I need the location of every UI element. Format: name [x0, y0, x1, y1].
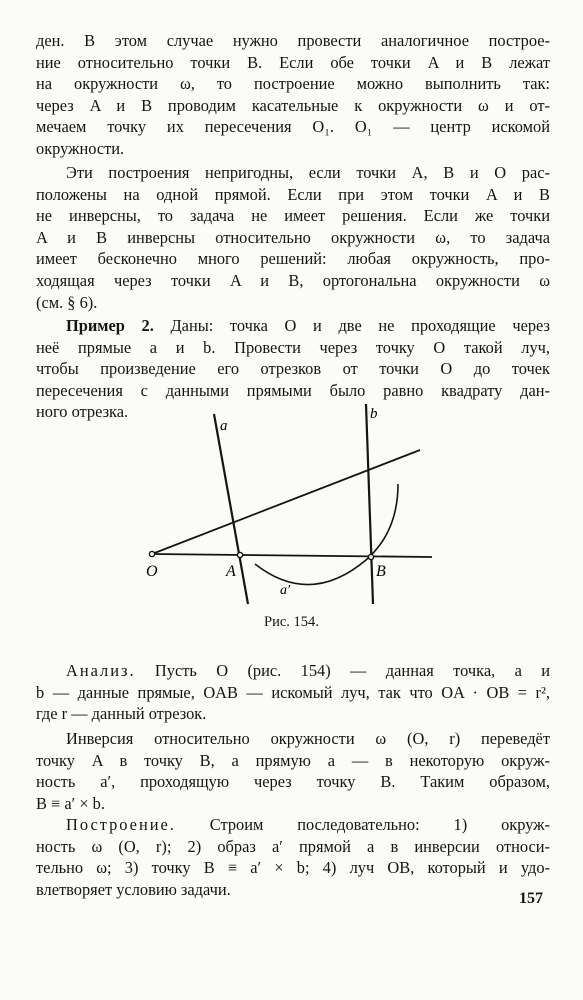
- example-heading: Пример 2.: [66, 316, 154, 335]
- analysis-heading: Анализ.: [66, 661, 136, 680]
- label-B: B: [376, 563, 386, 580]
- line-b: [366, 404, 373, 604]
- label-O: O: [146, 563, 158, 580]
- text-line: ние относительно точки B. Если обе точки A и B лежат: [36, 52, 550, 72]
- text-line: на окружности ω, то построение можно выполнить так:: [36, 74, 550, 94]
- label-b: b: [370, 406, 378, 422]
- text-line: ходящая через точки A и B, ортогональна окружности ω: [36, 270, 550, 290]
- paragraph-continuation: [36, 30, 550, 160]
- text-line: точку A в точку B, а прямую a — в некоторую окруж-: [36, 750, 550, 770]
- text-line: B ≡ a′ × b.: [36, 793, 105, 813]
- paragraph-collinear-case: [36, 162, 550, 313]
- text-line: b — данные прямые, OAB — искомый луч, так что OA · OB = r²,: [36, 682, 550, 702]
- text-fragment: Пусть O (рис. 154) — данная точка, a и: [135, 661, 550, 680]
- text-line: Эти построения непригодны, если точки A, B и O рас-: [66, 163, 550, 182]
- text-line: чтобы произведение его отрезков от точки O до точек: [36, 359, 550, 379]
- text-line: где r — данный отрезок.: [36, 704, 207, 724]
- paragraph-analysis: [36, 660, 550, 725]
- construction-heading: Построение.: [66, 815, 176, 834]
- text-line: мечаем точку их пересечения O₁. O₁ — центр искомой: [36, 117, 550, 137]
- paragraph-construction: [36, 814, 550, 900]
- page-number: 157: [519, 890, 543, 907]
- label-A: A: [226, 563, 236, 580]
- text-line: неё прямые a и b. Провести через точку O такой луч,: [36, 337, 550, 357]
- text-line: [36, 660, 550, 682]
- point-O: [149, 551, 154, 556]
- text-line: влетворяет условию задачи.: [36, 879, 231, 899]
- label-a-prime: a′: [280, 583, 291, 598]
- text-fragment: Строим последовательно: 1) окруж-: [175, 815, 550, 834]
- text-line: ность a′, проходящую через точку B. Таким образом,: [36, 772, 550, 792]
- text-line: A и B инверсны относительно окружности ω, то задача: [36, 227, 550, 247]
- text-line: не инверсны, то задача не имеет решения. Если же точки: [36, 206, 550, 226]
- text-line: ного отрезка.: [36, 402, 129, 422]
- text-line: имеет бесконечно много решений: любая окружность, про-: [36, 249, 550, 269]
- text-line: ден. В этом случае нужно провести аналогичное построе-: [36, 31, 550, 50]
- text-line: ность ω (O, r); 2) образ a′ прямой a в инверсии относи-: [36, 836, 550, 856]
- text-line: Инверсия относительно окружности ω (O, r) переведёт: [66, 729, 550, 748]
- text-line: [36, 814, 550, 836]
- text-line: [36, 315, 550, 337]
- text-line: положены на одной прямой. Если при этом точки A и B: [36, 184, 550, 204]
- text-line: тельно ω; 3) точку B ≡ a′ × b; 4) луч OB, который и удо-: [36, 858, 550, 878]
- text-line: через A и B проводим касательные к окружности ω и от-: [36, 95, 550, 115]
- paragraph-inversion: [36, 728, 550, 814]
- text-line: окружности.: [36, 138, 125, 158]
- point-A: [237, 552, 242, 557]
- text-line: (см. § 6).: [36, 292, 98, 312]
- ray-OAB: [152, 554, 432, 557]
- point-B: [368, 554, 373, 559]
- text-line: пересечения с данными прямыми было равно квадрату дан-: [36, 380, 550, 400]
- text-fragment: Даны: точка O и две не проходящие через: [153, 316, 550, 335]
- label-a: a: [220, 418, 228, 434]
- figure-154-diagram: [130, 392, 450, 612]
- figure-caption: Рис. 154.: [264, 614, 319, 630]
- upper-ray: [152, 450, 420, 554]
